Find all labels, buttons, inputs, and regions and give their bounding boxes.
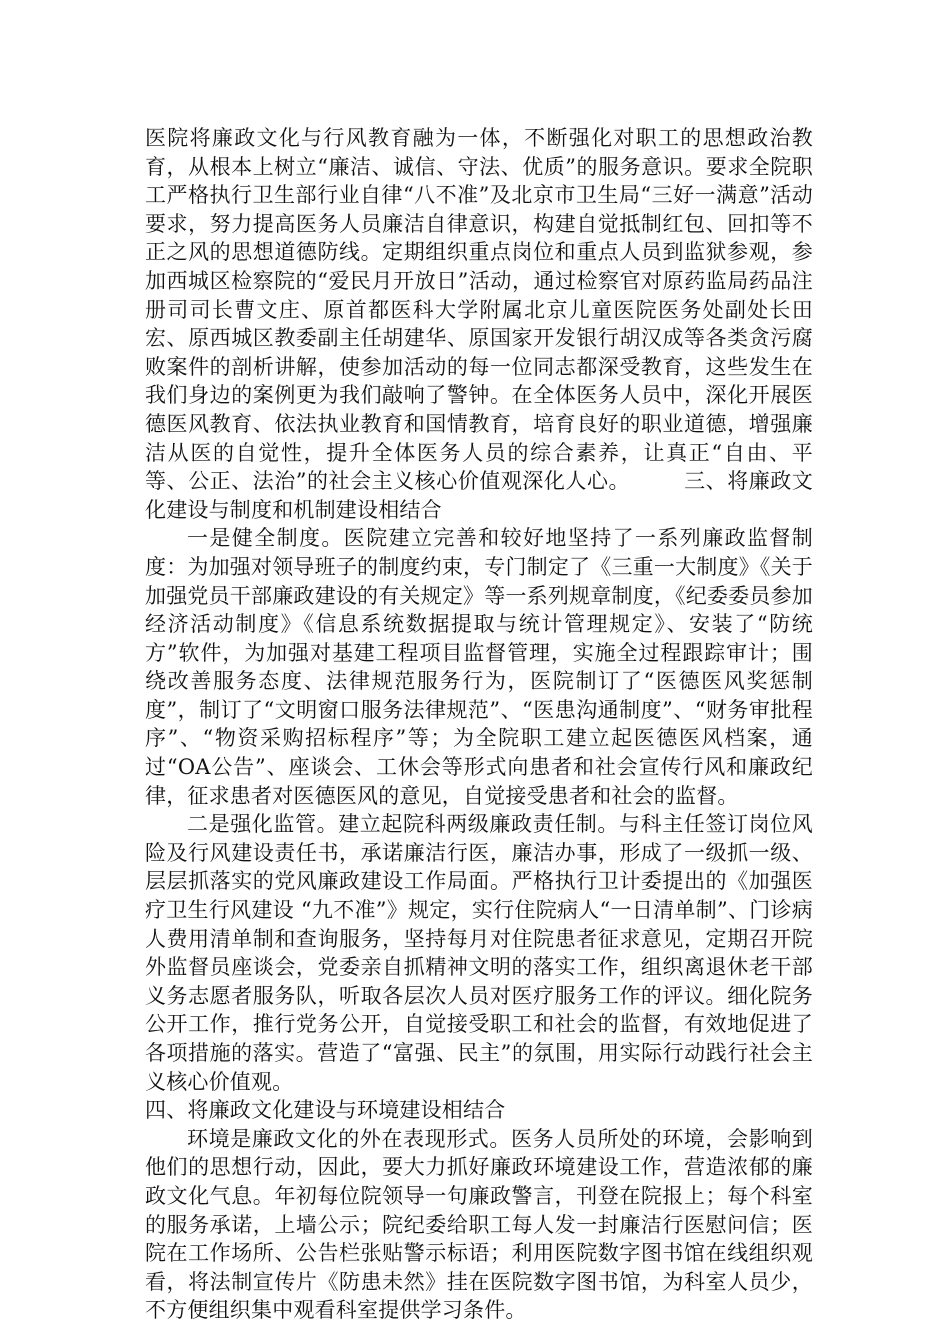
document-body: [145, 124, 813, 1325]
paragraph-environment: 环境是廉政文化的外在表现形式。医务人员所处的环境，会影响到他们的思想行动，因此，要大力抓好廉政环境建设工作，营造浓郁的廉政文化气息。年初每位院领导一句廉政警言，刊登在院报上；每个科室的服务承诺，上墙公示；院纪委给职工每人发一封廉洁行医慰问信；医院在工作场所、公告栏张贴警示标语；利用医院数字图书馆在线组织观看，将法制宣传片《防患未然》挂在医院数字图书馆，为科室人员少，不方便组织集中观看科室提供学习条件。: [145, 1126, 813, 1323]
section-heading-environment: 四、将廉政文化建设与环境建设相结合: [145, 1098, 506, 1123]
paragraph-system-building: 一是健全制度。医院建立完善和较好地坚持了一系列廉政监督制度：为加强对领导班子的制度约束，专门制定了《三重一大制度》《关于加强党员干部廉政建设的有关规定》等一系列规章制度，《纪委委员参加经济活动制度》《信息系统数据提取与统计管理规定》、安装了“防统方”软件，为加强对基建工程项目监督管理，实施全过程跟踪审计；围绕改善服务态度、法律规范服务行为，医院制订了“医德医风奖惩制度”，制订了“文明窗口服务法律规范”、“医患沟通制度”、“财务审批程序”、“物资采购招标程序”等；为全院职工建立起医德医风档案，通过“OA公告”、座谈会、工休会等形式向患者和社会宣传行风和廉政纪律，征求患者对医德医风的意见，自觉接受患者和社会的监督。: [145, 526, 813, 808]
paragraph-supervision: 二是强化监管。建立起院科两级廉政责任制。与科主任签订岗位风险及行风建设责任书，承诺廉洁行医，廉洁办事，形成了一级抓一级、层层抓落实的党风廉政建设工作局面。严格执行卫计委提出的《加强医疗卫生行风建设 “九不准”》规定，实行住院病人“一日清单制”、门诊病人费用清单制和查询服务，坚持每月对住院患者征求意见，定期召开院外监督员座谈会，党委亲自抓精神文明的落实工作，组织离退休老干部义务志愿者服务队，听取各层次人员对医疗服务工作的评议。细化院务公开工作，推行党务公开，自觉接受职工和社会的监督，有效地促进了各项措施的落实。营造了“富强、民主”的氛围，用实际行动践行社会主义核心价值观。: [145, 812, 813, 1094]
paragraph-moral-education: 医院将廉政文化与行风教育融为一体，不断强化对职工的思想政治教育，从根本上树立“廉洁、诚信、守法、优质”的服务意识。要求全院职工严格执行卫生部行业自律“八不准”及北京市卫生局“三好一满意”活动要求，努力提高医务人员廉洁自律意识，构建自觉抵制红包、回扣等不正之风的思想道德防线。定期组织重点岗位和重点人员到监狱参观，参加西城区检察院的“爱民月开放日”活动，通过检察官对原药监局药品注册司司长曹文庄、原首都医科大学附属北京儿童医院医务处副处长田宏、原西城区教委副主任胡建华、原国家开发银行胡汉成等各类贪污腐败案件的剖析讲解，使参加活动的每一位同志都深受教育，这些发生在我们身边的案例更为我们敲响了警钟。在全体医务人员中，深化开展医德医风教育、依法执业教育和国情教育，培育良好的职业道德，增强廉洁从医的自觉性，提升全体医务人员的综合素养，让真正“自由、平等、公正、法治”的社会主义核心价值观深化人心。 三、将廉政文化建设与制度和机制建设相结合: [145, 126, 813, 522]
